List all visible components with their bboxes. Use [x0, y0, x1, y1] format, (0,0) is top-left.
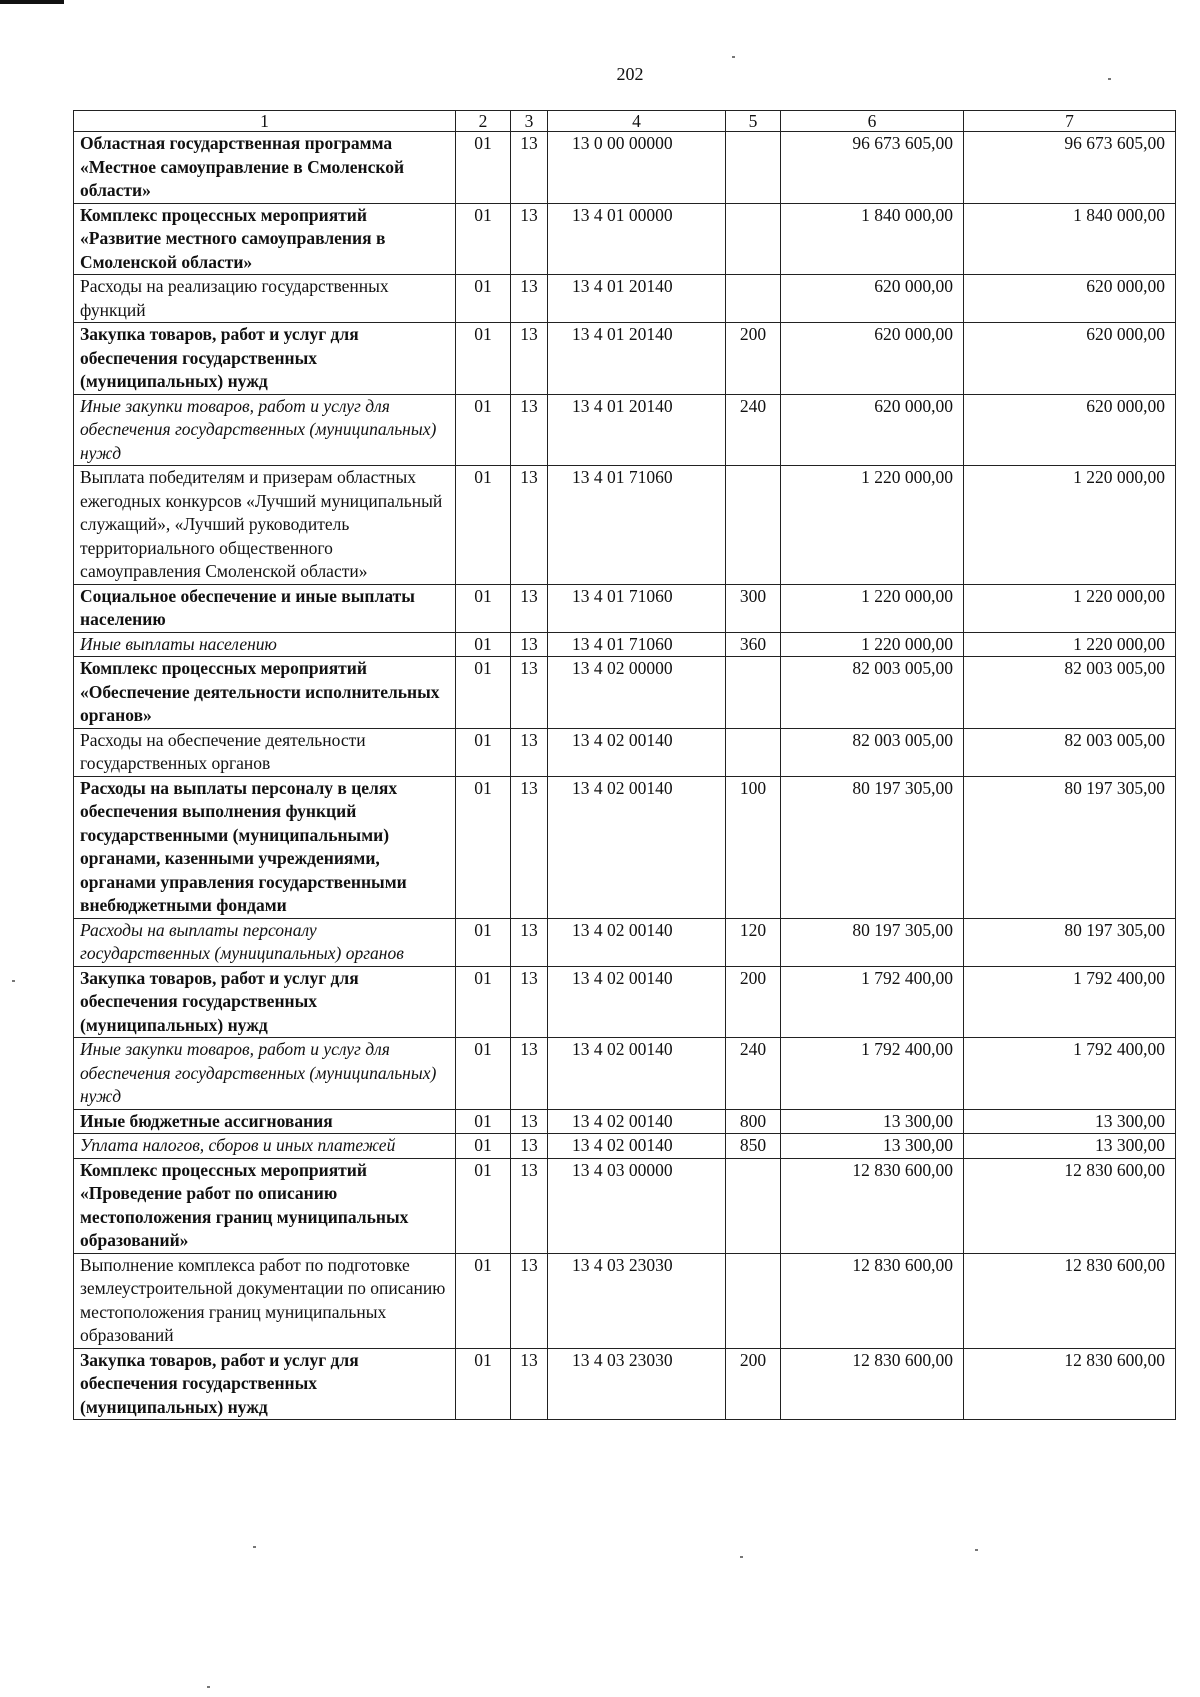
row-amount-year1: 1 220 000,00 — [781, 584, 964, 632]
row-target-code: 13 4 02 00140 — [548, 776, 726, 918]
row-name: Иные закупки товаров, работ и услуг для обеспечения государственных (муниципальных) нужд — [74, 394, 456, 466]
row-target-code: 13 4 01 71060 — [548, 466, 726, 585]
row-name: Выплата победителям и призерам областных ежегодных конкурсов «Лучший муниципальный служащий», «Лучший руководитель территориального общественного самоуправления Смоленской области» — [74, 466, 456, 585]
row-name: Закупка товаров, работ и услуг для обеспечения государственных (муниципальных) нужд — [74, 323, 456, 395]
row-name: Расходы на обеспечение деятельности государственных органов — [74, 728, 456, 776]
table-row — [74, 1253, 1176, 1348]
row-target-code: 13 4 03 00000 — [548, 1158, 726, 1253]
row-subsection: 13 — [511, 132, 548, 204]
row-subsection: 13 — [511, 466, 548, 585]
row-target-code: 13 4 02 00140 — [548, 1038, 726, 1110]
row-name: Комплекс процессных мероприятий «Проведение работ по описанию местоположения границ муниципальных образований» — [74, 1158, 456, 1253]
row-amount-year1: 80 197 305,00 — [781, 776, 964, 918]
row-amount-year2: 1 840 000,00 — [964, 203, 1176, 275]
row-subsection: 13 — [511, 394, 548, 466]
row-name: Иные бюджетные ассигнования — [74, 1109, 456, 1134]
row-target-code: 13 4 01 20140 — [548, 323, 726, 395]
row-section: 01 — [456, 132, 511, 204]
row-section: 01 — [456, 584, 511, 632]
header-cell: 1 — [74, 111, 456, 132]
row-section: 01 — [456, 657, 511, 729]
table-body — [74, 111, 1176, 1420]
row-name: Расходы на реализацию государственных функций — [74, 275, 456, 323]
row-subsection: 13 — [511, 203, 548, 275]
row-amount-year1: 1 792 400,00 — [781, 966, 964, 1038]
row-name: Закупка товаров, работ и услуг для обеспечения государственных (муниципальных) нужд — [74, 1348, 456, 1420]
row-target-code: 13 4 02 00140 — [548, 1109, 726, 1134]
row-section: 01 — [456, 203, 511, 275]
row-expense-type: 800 — [726, 1109, 781, 1134]
row-amount-year2: 620 000,00 — [964, 323, 1176, 395]
budget-table — [73, 110, 1176, 1420]
row-section: 01 — [456, 1109, 511, 1134]
row-expense-type — [726, 466, 781, 585]
row-amount-year1: 12 830 600,00 — [781, 1158, 964, 1253]
row-amount-year2: 1 220 000,00 — [964, 584, 1176, 632]
row-section: 01 — [456, 323, 511, 395]
row-target-code: 13 4 03 23030 — [548, 1253, 726, 1348]
row-amount-year2: 13 300,00 — [964, 1109, 1176, 1134]
row-subsection: 13 — [511, 966, 548, 1038]
row-subsection: 13 — [511, 1134, 548, 1159]
header-cell: 6 — [781, 111, 964, 132]
row-target-code: 13 4 01 71060 — [548, 632, 726, 657]
row-subsection: 13 — [511, 918, 548, 966]
table-row — [74, 1158, 1176, 1253]
row-amount-year1: 13 300,00 — [781, 1109, 964, 1134]
corner-line — [0, 0, 64, 4]
row-expense-type — [726, 275, 781, 323]
row-amount-year2: 1 792 400,00 — [964, 1038, 1176, 1110]
row-target-code: 13 4 01 20140 — [548, 394, 726, 466]
row-name: Иные закупки товаров, работ и услуг для обеспечения государственных (муниципальных) нужд — [74, 1038, 456, 1110]
row-amount-year2: 13 300,00 — [964, 1134, 1176, 1159]
table-row — [74, 1038, 1176, 1110]
row-subsection: 13 — [511, 1253, 548, 1348]
table-row — [74, 394, 1176, 466]
row-subsection: 13 — [511, 728, 548, 776]
row-section: 01 — [456, 632, 511, 657]
row-expense-type: 300 — [726, 584, 781, 632]
table-row — [74, 966, 1176, 1038]
row-name: Уплата налогов, сборов и иных платежей — [74, 1134, 456, 1159]
row-expense-type — [726, 657, 781, 729]
row-amount-year1: 12 830 600,00 — [781, 1253, 964, 1348]
row-name: Расходы на выплаты персоналу в целях обеспечения выполнения функций государственными (муниципальными) органами, казенными учреждениями, органами управления государственными внебюджетными фондами — [74, 776, 456, 918]
row-amount-year2: 1 792 400,00 — [964, 966, 1176, 1038]
row-expense-type — [726, 1253, 781, 1348]
row-expense-type — [726, 1158, 781, 1253]
row-target-code: 13 4 02 00140 — [548, 728, 726, 776]
row-name: Комплекс процессных мероприятий «Развитие местного самоуправления в Смоленской области» — [74, 203, 456, 275]
row-amount-year2: 1 220 000,00 — [964, 632, 1176, 657]
row-subsection: 13 — [511, 1038, 548, 1110]
row-amount-year2: 620 000,00 — [964, 394, 1176, 466]
row-expense-type: 240 — [726, 1038, 781, 1110]
row-amount-year1: 620 000,00 — [781, 275, 964, 323]
row-amount-year2: 82 003 005,00 — [964, 728, 1176, 776]
row-expense-type: 200 — [726, 323, 781, 395]
row-name: Иные выплаты населению — [74, 632, 456, 657]
row-target-code: 13 4 01 00000 — [548, 203, 726, 275]
row-section: 01 — [456, 1038, 511, 1110]
row-section: 01 — [456, 1158, 511, 1253]
row-amount-year2: 80 197 305,00 — [964, 776, 1176, 918]
row-amount-year2: 80 197 305,00 — [964, 918, 1176, 966]
row-amount-year2: 1 220 000,00 — [964, 466, 1176, 585]
table-row — [74, 203, 1176, 275]
row-target-code: 13 4 03 23030 — [548, 1348, 726, 1420]
row-expense-type — [726, 728, 781, 776]
row-expense-type — [726, 203, 781, 275]
table-row — [74, 584, 1176, 632]
scan-speck — [207, 1686, 210, 1688]
table-row — [74, 918, 1176, 966]
row-amount-year1: 620 000,00 — [781, 323, 964, 395]
table-row — [74, 1109, 1176, 1134]
row-name: Социальное обеспечение и иные выплаты населению — [74, 584, 456, 632]
row-amount-year1: 1 792 400,00 — [781, 1038, 964, 1110]
header-cell: 2 — [456, 111, 511, 132]
row-section: 01 — [456, 728, 511, 776]
row-target-code: 13 4 02 00140 — [548, 918, 726, 966]
row-subsection: 13 — [511, 657, 548, 729]
row-expense-type: 360 — [726, 632, 781, 657]
table-row — [74, 275, 1176, 323]
scan-speck — [1108, 78, 1111, 80]
row-subsection: 13 — [511, 275, 548, 323]
table-row — [74, 1348, 1176, 1420]
row-name: Областная государственная программа «Местное самоуправление в Смоленской области» — [74, 132, 456, 204]
row-amount-year2: 96 673 605,00 — [964, 132, 1176, 204]
header-cell: 7 — [964, 111, 1176, 132]
table-row — [74, 776, 1176, 918]
table-row — [74, 323, 1176, 395]
row-subsection: 13 — [511, 1348, 548, 1420]
row-amount-year2: 12 830 600,00 — [964, 1253, 1176, 1348]
row-amount-year2: 12 830 600,00 — [964, 1348, 1176, 1420]
row-amount-year1: 1 220 000,00 — [781, 466, 964, 585]
row-subsection: 13 — [511, 632, 548, 657]
row-target-code: 13 0 00 00000 — [548, 132, 726, 204]
row-expense-type: 200 — [726, 966, 781, 1038]
header-cell: 3 — [511, 111, 548, 132]
row-amount-year2: 620 000,00 — [964, 275, 1176, 323]
row-subsection: 13 — [511, 323, 548, 395]
row-target-code: 13 4 01 20140 — [548, 275, 726, 323]
row-section: 01 — [456, 275, 511, 323]
row-section: 01 — [456, 1253, 511, 1348]
row-subsection: 13 — [511, 776, 548, 918]
scan-speck — [740, 1556, 743, 1558]
row-target-code: 13 4 02 00140 — [548, 966, 726, 1038]
row-amount-year1: 1 220 000,00 — [781, 632, 964, 657]
row-amount-year2: 12 830 600,00 — [964, 1158, 1176, 1253]
row-section: 01 — [456, 1134, 511, 1159]
row-expense-type: 200 — [726, 1348, 781, 1420]
row-amount-year1: 82 003 005,00 — [781, 728, 964, 776]
table-row — [74, 466, 1176, 585]
row-target-code: 13 4 02 00000 — [548, 657, 726, 729]
row-amount-year1: 96 673 605,00 — [781, 132, 964, 204]
row-target-code: 13 4 01 71060 — [548, 584, 726, 632]
scan-speck — [975, 1549, 978, 1551]
table-row — [74, 1134, 1176, 1159]
row-subsection: 13 — [511, 1158, 548, 1253]
row-expense-type — [726, 132, 781, 204]
row-amount-year1: 80 197 305,00 — [781, 918, 964, 966]
row-amount-year1: 12 830 600,00 — [781, 1348, 964, 1420]
row-subsection: 13 — [511, 1109, 548, 1134]
row-section: 01 — [456, 394, 511, 466]
scan-speck — [253, 1546, 256, 1548]
header-row — [74, 111, 1176, 132]
header-cell: 5 — [726, 111, 781, 132]
row-amount-year1: 1 840 000,00 — [781, 203, 964, 275]
table-row — [74, 657, 1176, 729]
row-expense-type: 240 — [726, 394, 781, 466]
row-amount-year1: 82 003 005,00 — [781, 657, 964, 729]
row-expense-type: 100 — [726, 776, 781, 918]
row-section: 01 — [456, 918, 511, 966]
row-section: 01 — [456, 966, 511, 1038]
row-name: Комплекс процессных мероприятий «Обеспечение деятельности исполнительных органов» — [74, 657, 456, 729]
row-target-code: 13 4 02 00140 — [548, 1134, 726, 1159]
row-name: Закупка товаров, работ и услуг для обеспечения государственных (муниципальных) нужд — [74, 966, 456, 1038]
row-section: 01 — [456, 1348, 511, 1420]
row-section: 01 — [456, 466, 511, 585]
row-expense-type: 120 — [726, 918, 781, 966]
table-row — [74, 728, 1176, 776]
header-cell: 4 — [548, 111, 726, 132]
row-subsection: 13 — [511, 584, 548, 632]
row-amount-year1: 620 000,00 — [781, 394, 964, 466]
row-section: 01 — [456, 776, 511, 918]
row-amount-year1: 13 300,00 — [781, 1134, 964, 1159]
page-number: 202 — [616, 64, 644, 84]
table-row — [74, 632, 1176, 657]
row-amount-year2: 82 003 005,00 — [964, 657, 1176, 729]
scan-speck — [12, 980, 15, 982]
row-expense-type: 850 — [726, 1134, 781, 1159]
table-row — [74, 132, 1176, 204]
scan-speck — [732, 56, 735, 58]
row-name: Расходы на выплаты персоналу государственных (муниципальных) органов — [74, 918, 456, 966]
row-name: Выполнение комплекса работ по подготовке землеустроительной документации по описанию местоположения границ муниципальных образований — [74, 1253, 456, 1348]
